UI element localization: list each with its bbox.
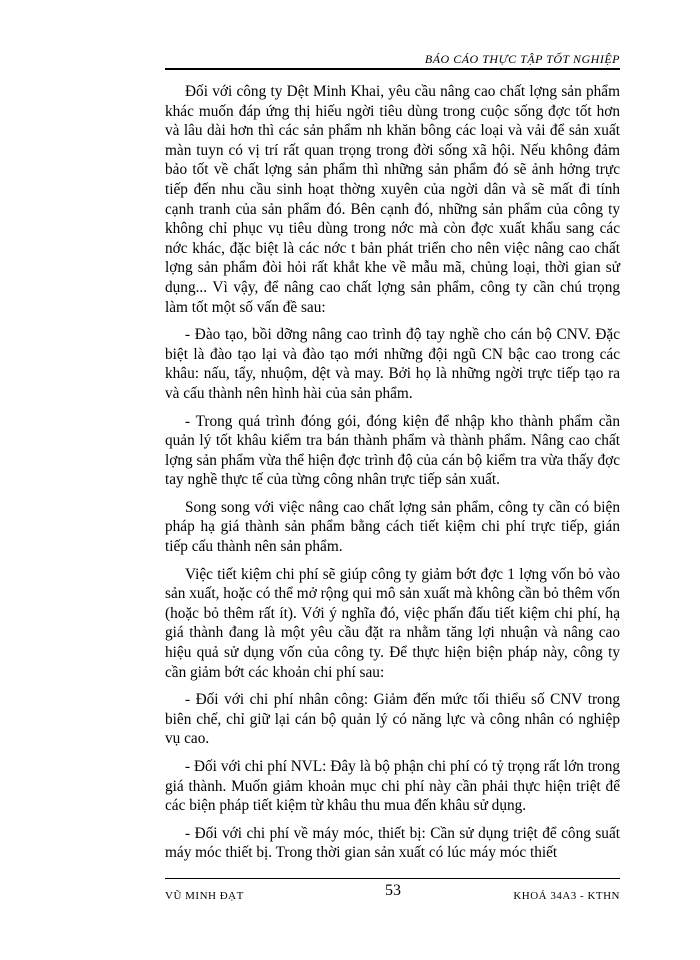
page-number: 53: [385, 882, 401, 899]
page-footer: [165, 882, 620, 906]
paragraph: - Đào tạo, bồi dỡng nâng cao trình độ tay nghề cho cán bộ CNV. Đặc biệt là đào tạo lại và đào tạo mới những đội ngũ CN bậc cao trong các khâu: nấu, tẩy, nhuộm, dệt và may. Bởi họ là những ngời trực tiếp tạo ra và cấu thành nên hình hài của sản phẩm.: [165, 326, 620, 402]
paragraph: - Đối với chi phí về máy móc, thiết bị: Cần sử dụng triệt để công suất máy móc thiết bị. Trong thời gian sản xuất có lúc máy móc thiết: [165, 824, 620, 862]
paragraph: - Đối với chi phí nhân công: Giảm đến mức tối thiểu số CNV trong biên chế, chỉ giữ lại cán bộ quản lý có năng lực và công nhân có nghiệp vụ cao.: [165, 691, 620, 748]
body-text: [165, 82, 620, 871]
report-title: BÁO CÁO THỰC TẬP TỐT NGHIỆP: [424, 52, 620, 66]
paragraph: Việc tiết kiệm chi phí sẽ giúp công ty giảm bớt đợc 1 lợng vốn bỏ vào sản xuất, hoặc có thể mở rộng qui mô sản xuất mà không cần bỏ thêm vốn (hoặc bỏ thêm rất ít). Với ý nghĩa đó, việc phấn đấu tiết kiệm chi phí, hạ giá thành đang là một yêu cầu đặt ra nhằm tăng lợi nhuận và nâng cao hiệu quả sử dụng vốn của công ty. Để thực hiện biện pháp này, công ty cần giảm bớt các khoản chi phí sau:: [165, 565, 620, 681]
header-divider: [165, 68, 620, 70]
footer-author: VŨ MINH ĐẠT: [165, 890, 244, 902]
footer-divider: [165, 878, 620, 879]
paragraph: - Trong quá trình đóng gói, đóng kiện để nhập kho thành phẩm cần quản lý tốt khâu kiểm tra bán thành phẩm và thành phẩm. Nâng cao chất lợng sản phẩm vừa thể hiện đợc trình độ của cán bộ kiểm tra vừa thấy đợc tay nghề thực tế của từng công nhân trực tiếp sản xuất.: [165, 412, 620, 489]
paragraph: Song song với việc nâng cao chất lợng sản phẩm, công ty cần có biện pháp hạ giá thành sản phẩm bằng cách tiết kiệm chi phí trực tiếp, gián tiếp cấu thành nên sản phẩm.: [165, 498, 620, 556]
paragraph: Đối với công ty Dệt Minh Khai, yêu cầu nâng cao chất lợng sản phẩm khác muốn đáp ứng thị hiếu ngời tiêu dùng trong cuộc sống đợc tốt hơn và lâu dài hơn thì các sản phẩm nh khăn bông các loại và vải để sản xuất màn tuyn có vị trí rất quan trọng trong đời sống xã hội. Nếu không đảm bảo tốt về chất lợng sản phẩm thì những sản phẩm đó sẽ ảnh hởng trực tiếp đến nhu cầu sinh hoạt thờng xuyên của ngời dân và sẽ mất đi tính cạnh tranh của sản phẩm đó. Bên cạnh đó, những sản phẩm của công ty không chỉ phục vụ tiêu dùng trong nớc mà còn đợc xuất khẩu sang các nớc khác, đặc biệt là các nớc t bản phát triển cho nên việc nâng cao chất lợng sản phẩm đòi hỏi rất khắt khe về mẫu mã, chủng loại, thời gian sử dụng... Vì vậy, để nâng cao chất lợng sản phẩm, công ty cần chú trọng làm tốt một số vấn đề sau:: [165, 83, 620, 316]
paragraph: - Đối với chi phí NVL: Đây là bộ phận chi phí có tỷ trọng rất lớn trong giá thành. Muốn giảm khoản mục chi phí này cần phải thực hiện triệt để các biện pháp tiết kiệm từ khâu thu mua đến khâu sử dụng.: [165, 758, 620, 815]
footer-course: KHOÁ 34A3 - KTHN: [513, 890, 620, 902]
